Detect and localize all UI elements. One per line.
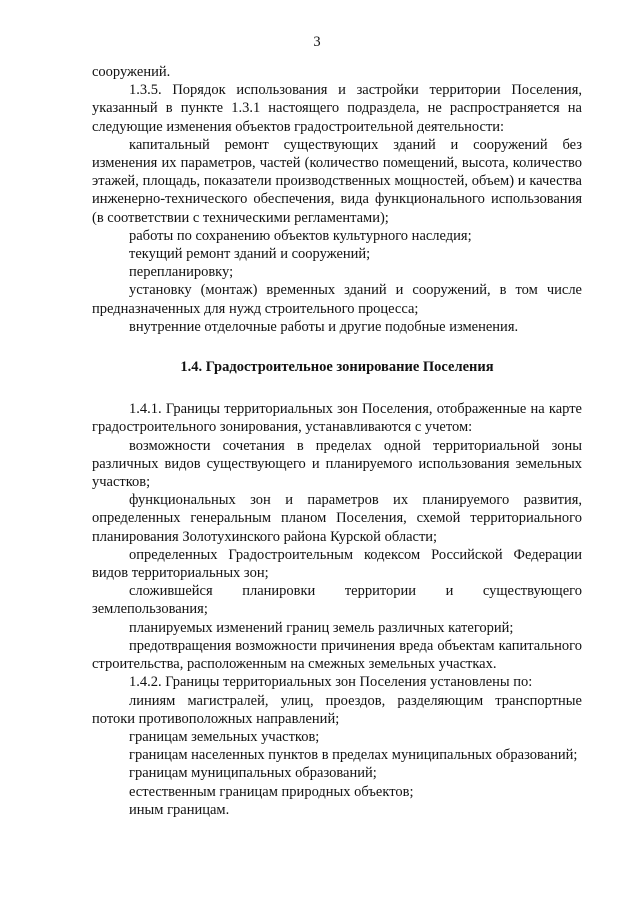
list-item: внутренние отделочные работы и другие подобные изменения. xyxy=(129,318,519,335)
list-item: естественным границам природных объектов; xyxy=(129,783,414,800)
section-heading: 1.4. Градостроительное зонирование Поселения xyxy=(180,359,494,376)
paragraph-1-4-2: 1.4.2. Границы территориальных зон Поселения установлены по: xyxy=(129,674,533,691)
paragraph-1-3-5: 1.3.5. Порядок использования и застройки территории Поселения, указанный в пункте 1.3.1 настоящего подраздела, не распространяется на следующие изменения объектов градостроительной деятельности: xyxy=(92,82,582,135)
list-item: возможности сочетания в пределах одной территориальной зоны различных видов существующего и планируемого использования земельных участков; xyxy=(92,437,582,491)
list-item: установку (монтаж) временных зданий и сооружений, в том числе предназначенных для нужд строительного процесса; xyxy=(92,282,582,317)
list-item: перепланировку; xyxy=(129,264,234,281)
list-item: текущий ремонт зданий и сооружений; xyxy=(129,246,371,263)
list-item: сложившейся планировки территории и существующего землепользования; xyxy=(92,583,582,618)
list-item: функциональных зон и параметров их планируемого развития, определенных генеральным планом Поселения, схемой территориального планирования Золотухинского района Курской области; xyxy=(92,492,582,545)
list-item: работы по сохранению объектов культурного наследия; xyxy=(129,227,472,244)
list-item: предотвращения возможности причинения вреда объектам капитального строительства, расположенным на смежных земельных участках. xyxy=(92,637,582,673)
list-item: планируемых изменений границ земель различных категорий; xyxy=(129,619,514,636)
list-item: определенных Градостроительным кодексом Российской Федерации видов территориальных зон; xyxy=(92,546,582,582)
list-item: линиям магистралей, улиц, проездов, разделяющим транспортные потоки противоположных направлений; xyxy=(92,692,582,727)
page-number: 3 xyxy=(313,34,321,50)
paragraph-1-4-1: 1.4.1. Границы территориальных зон Поселения, отображенные на карте градостроительного зонирования, устанавливаются с учетом: xyxy=(92,401,582,436)
paragraph-continuation: сооружений. xyxy=(92,64,171,80)
list-item: иным границам. xyxy=(129,801,230,818)
list-item: капитальный ремонт существующих зданий и сооружений без изменения их параметров, частей (количество помещений, высота, количество этажей, площадь, показатели производственных мощностей, объем) и качества инженерно-технического обеспечения, вида функционального использования (в соответствии с техническими регламентами); xyxy=(92,136,582,226)
list-item: границам населенных пунктов в пределах муниципальных образований; xyxy=(129,747,578,764)
list-item: границам земельных участков; xyxy=(129,728,320,745)
list-item: границам муниципальных образований; xyxy=(129,765,377,782)
page-content xyxy=(92,63,582,819)
